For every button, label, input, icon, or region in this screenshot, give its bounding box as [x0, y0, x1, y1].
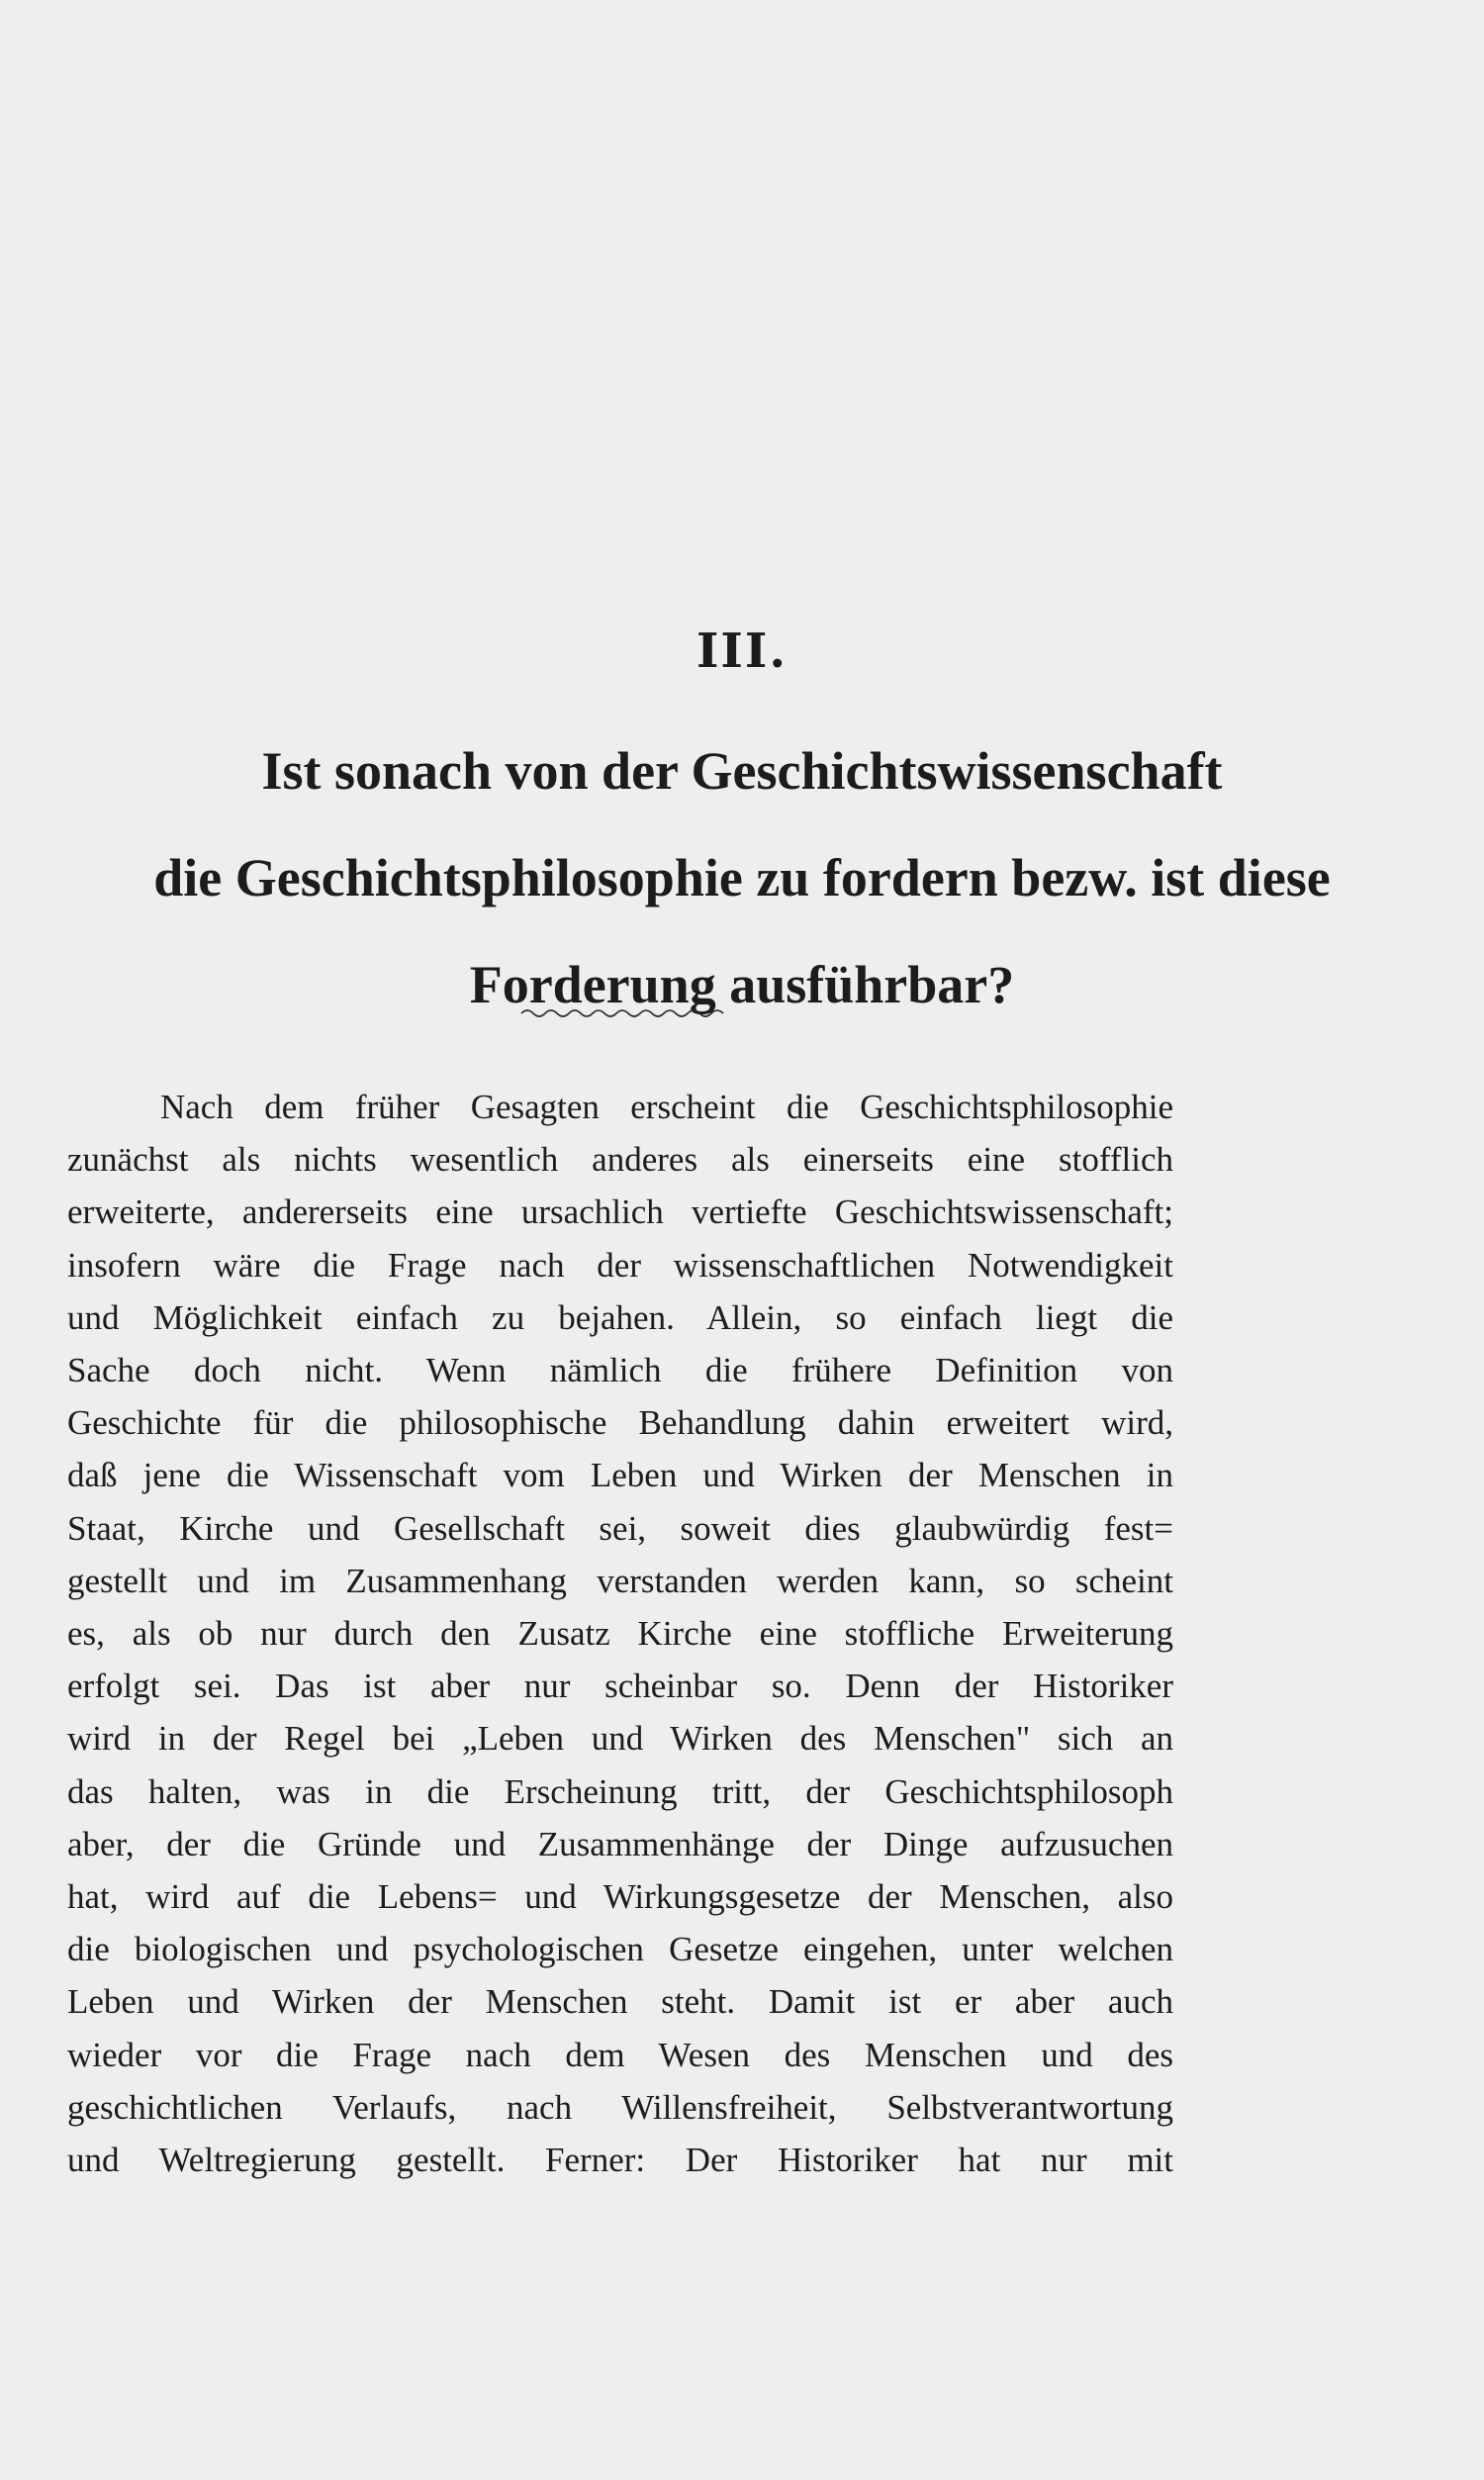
text-line: es, als ob nur durch den Zusatz Kirche eine stoffliche Erweiterung — [67, 1614, 1173, 1654]
text-line: daß jene die Wissenschaft vom Leben und Wirken der Menschen in — [67, 1456, 1173, 1495]
text-line: wird in der Regel bei „Leben und Wirken des Menschen" sich an — [67, 1719, 1173, 1759]
text-line: geschichtlichen Verlaufs, nach Willensfreiheit, Selbstverantwortung — [67, 2087, 1173, 2127]
text-line: hat, wird auf die Lebens= und Wirkungsgesetze der Menschen, also — [67, 1877, 1173, 1917]
decorative-rule — [519, 1004, 727, 1022]
text-line: und Weltregierung gestellt. Ferner: Der Historiker hat nur mit — [67, 2141, 1173, 2180]
chapter-number: III. — [696, 623, 788, 679]
text-line: erweiterte, andererseits eine ursachlich vertiefte Geschichtswissenschaft; — [67, 1192, 1173, 1232]
text-line: und Möglichkeit einfach zu bejahen. Allein, so einfach liegt die — [67, 1297, 1173, 1337]
chapter-title-line: Ist sonach von der Geschichtswissenschaft — [261, 741, 1223, 801]
text-line: wieder vor die Frage nach dem Wesen des Menschen und des — [67, 2035, 1173, 2074]
chapter-title — [59, 717, 1425, 1038]
text-line: gestellt und im Zusammenhang verstanden werden kann, so scheint — [67, 1561, 1173, 1600]
body-text — [67, 1081, 1173, 2186]
text-line: das halten, was in die Erscheinung tritt, der Geschichtsphilosoph — [67, 1771, 1173, 1811]
text-line: Sache doch nicht. Wenn nämlich die frühere Definition von — [67, 1351, 1173, 1390]
text-line: aber, der die Gründe und Zusammenhänge der Dinge aufzusuchen — [67, 1824, 1173, 1863]
chapter-title-line: die Geschichtsphilosophie zu fordern bezw. ist diese — [153, 848, 1331, 907]
text-line: Leben und Wirken der Menschen steht. Damit ist er aber auch — [67, 1982, 1173, 2022]
text-line: Geschichte für die philosophische Behandlung dahin erweitert wird, — [67, 1403, 1173, 1443]
text-line: zunächst als nichts wesentlich anderes als einerseits eine stofflich — [67, 1140, 1173, 1180]
text-line: erfolgt sei. Das ist aber nur scheinbar so. Denn der Historiker — [67, 1667, 1173, 1706]
text-line: die biologischen und psychologischen Gesetze eingehen, unter welchen — [67, 1930, 1173, 1969]
text-line: Staat, Kirche und Gesellschaft sei, soweit dies glaubwürdig fest= — [67, 1508, 1173, 1548]
text-line: insofern wäre die Frage nach der wissenschaftlichen Notwendigkeit — [67, 1245, 1173, 1285]
text-line: Nach dem früher Gesagten erscheint die Geschichtsphilosophie — [160, 1088, 1173, 1126]
chapter-title-line: Forderung ausführbar? — [469, 955, 1015, 1014]
